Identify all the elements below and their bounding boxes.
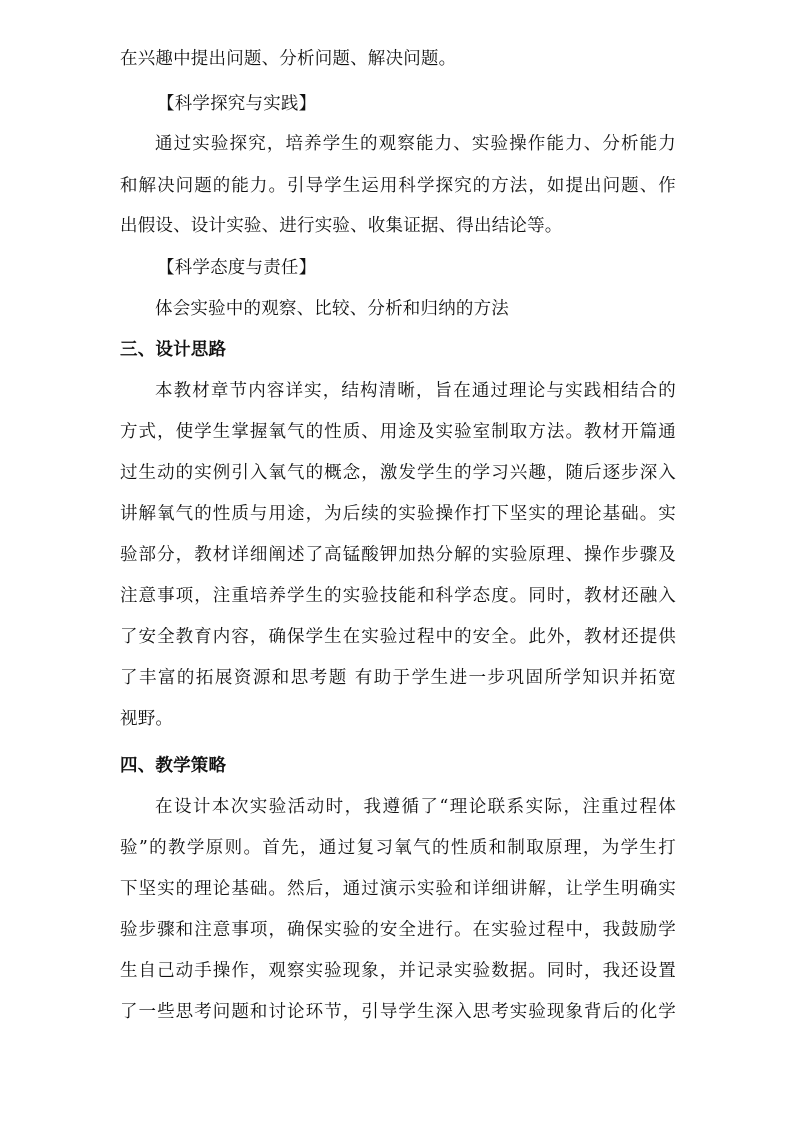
section-heading-strategy: 四、教学策略 (120, 756, 227, 776)
paragraph-line: 生自己动手操作，观察实验现象，并记录实验数据。同时，我还设置 (120, 961, 676, 981)
section-subtitle-attitude: 【科学态度与责任】 (157, 258, 317, 278)
paragraph-line: 体会实验中的观察、比较、分析和归纳的方法 (155, 299, 509, 319)
paragraph-line: 验”的教学原则。首先，通过复习氧气的性质和制取原理，为学生打 (120, 838, 676, 858)
paragraph-line: 下坚实的理论基础。然后，通过演示实验和详细讲解，让学生明确实 (120, 879, 676, 899)
paragraph-line: 视野。 (120, 709, 174, 729)
paragraph-line: 验步骤和注意事项，确保实验的安全进行。在实验过程中，我鼓励学 (120, 920, 676, 940)
paragraph-line: 了丰富的拓展资源和思考题 有助于学生进一步巩固所学知识并拓宽 (120, 668, 676, 688)
paragraph-line: 讲解氧气的性质与用途，为后续的实验操作打下坚实的理论基础。实 (120, 504, 676, 524)
paragraph-line: 了安全教育内容，确保学生在实验过程中的安全。此外，教材还提供 (120, 627, 676, 647)
paragraph-line: 过生动的实例引入氧气的概念，激发学生的学习兴趣，随后逐步深入 (120, 463, 676, 483)
paragraph-line: 在兴趣中提出问题、分析问题、解决问题。 (120, 49, 457, 69)
paragraph-line: 出假设、设计实验、进行实验、收集证据、得出结论等。 (120, 216, 563, 236)
paragraph-line: 和解决问题的能力。引导学生运用科学探究的方法，如提出问题、作 (120, 176, 676, 196)
paragraph-line: 注意事项，注重培养学生的实验技能和科学态度。同时，教材还融入 (120, 586, 676, 606)
section-subtitle-inquiry: 【科学探究与实践】 (157, 94, 317, 114)
paragraph-line: 在设计本次实验活动时，我遵循了“理论联系实际，注重过程体 (155, 797, 676, 817)
section-heading-design: 三、设计思路 (120, 340, 227, 360)
paragraph-line: 方式，使学生掌握氧气的性质、用途及实验室制取方法。教材开篇通 (120, 422, 676, 442)
paragraph-line: 验部分，教材详细阐述了高锰酸钾加热分解的实验原理、操作步骤及 (120, 545, 676, 565)
paragraph-line: 本教材章节内容详实，结构清晰，旨在通过理论与实践相结合的 (155, 381, 676, 401)
paragraph-line: 了一些思考问题和讨论环节，引导学生深入思考实验现象背后的化学 (120, 1002, 676, 1022)
paragraph-line: 通过实验探究，培养学生的观察能力、实验操作能力、分析能力 (155, 134, 676, 154)
